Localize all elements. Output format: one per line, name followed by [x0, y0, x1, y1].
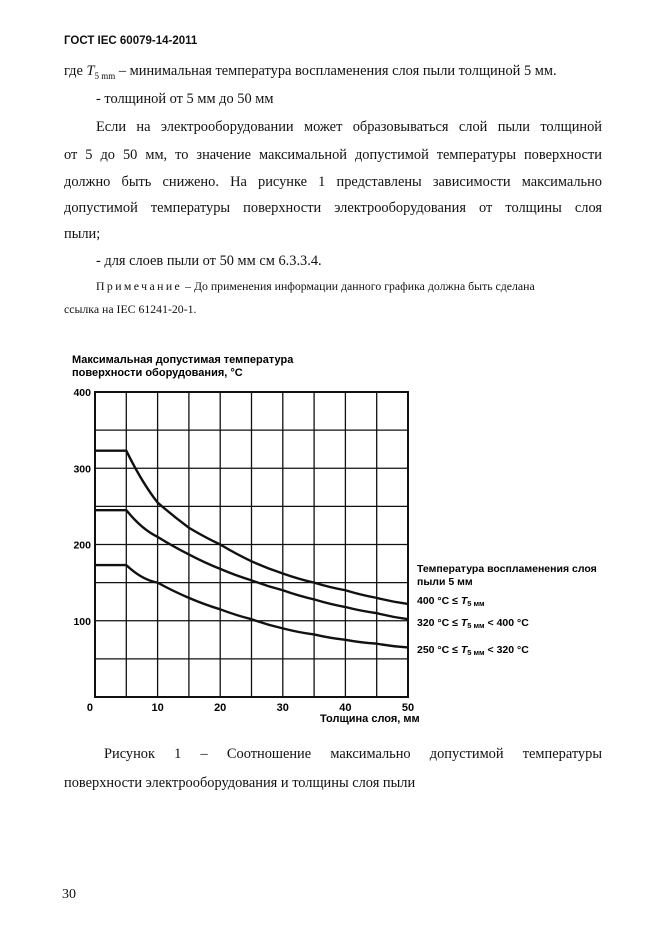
note-label: Примечание — [96, 279, 183, 293]
legend-entry-3: 250 °С ≤ T5 мм < 320 °С — [417, 644, 529, 657]
legend-title-line-1: Температура воспламенения слоя — [417, 563, 597, 575]
legend-entry-1: 400 °С ≤ T5 мм — [417, 595, 485, 608]
document-header: ГОСТ IEC 60079-14-2011 — [64, 35, 198, 47]
chart-legend — [417, 563, 597, 657]
note-line-2: ссылка на IEC 61241-20-1. — [64, 302, 197, 316]
y-tick-label: 100 — [73, 615, 91, 628]
definition-prefix: где — [64, 63, 87, 79]
definition-subscript: 5 mm — [94, 70, 116, 81]
legend-title-line-2: пыли 5 мм — [417, 576, 473, 588]
paragraph-main-line-1: Если на электрооборудовании может образовываться слой пыли толщиной — [96, 119, 602, 135]
paragraph-large-layers: - для слоев пыли от 50 мм см 6.3.3.4. — [96, 253, 322, 269]
paragraph-main-line-2: от 5 до 50 мм, то значение максимальной допустимой температуры поверхности — [64, 147, 602, 163]
note-line-1 — [96, 279, 535, 294]
x-axis-caption: Толщина слоя, мм — [320, 713, 420, 725]
x-tick-label: 0 — [86, 702, 93, 714]
y-tick-label: 400 — [73, 387, 91, 399]
figure-caption-line-2: поверхности электрооборудования и толщины слоя пыли — [64, 775, 416, 791]
x-tick-label: 40 — [339, 702, 352, 714]
figure-caption-line-1: Рисунок 1 – Соотношение максимально допустимой температуры — [104, 746, 602, 762]
note-text: – До применения информации данного графика должна быть сделана — [182, 279, 535, 293]
x-tick-label: 50 — [401, 702, 415, 714]
page-number: 30 — [62, 887, 76, 902]
definition-symbol: T — [86, 63, 95, 79]
chart-ticks — [73, 387, 414, 714]
paragraph-main-line-3: должно быть снижено. На рисунке 1 представлены зависимости максимально — [64, 174, 602, 190]
paragraph-main-line-5: пыли; — [64, 226, 101, 242]
definition-text: – минимальная температура воспламенения слоя пыли толщиной 5 мм. — [115, 63, 557, 79]
legend-entry-2: 320 °С ≤ T5 мм < 400 °С — [417, 617, 529, 630]
x-tick-label: 30 — [276, 702, 289, 714]
x-tick-label: 20 — [214, 702, 227, 714]
paragraph-thickness-range: - толщиной от 5 мм до 50 мм — [96, 91, 274, 107]
paragraph-main-line-4: допустимой температуры поверхности электрооборудования от толщины слоя — [64, 200, 602, 216]
y-tick-label: 200 — [73, 539, 91, 552]
chart-grid — [95, 392, 408, 697]
y-tick-label: 300 — [73, 463, 91, 476]
y-axis-caption-line-2: поверхности оборудования, °С — [72, 367, 243, 379]
temperature-thickness-chart — [60, 350, 597, 730]
y-axis-caption-line-1: Максимальная допустимая температура — [72, 354, 294, 366]
paragraph-definition — [64, 63, 557, 81]
x-tick-label: 10 — [151, 702, 164, 714]
